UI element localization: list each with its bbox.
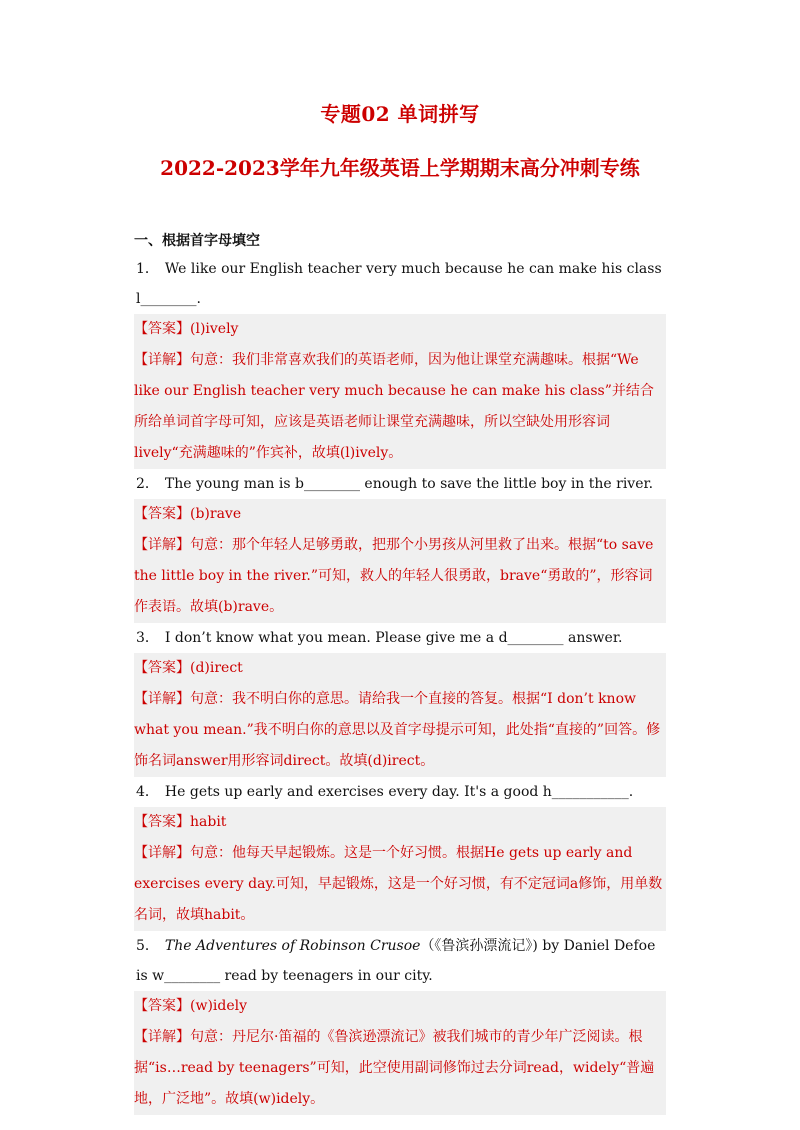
question-number: 1． <box>136 261 159 277</box>
explanation-tag: 【详解】 <box>134 691 190 707</box>
question-text: He gets up early and exercises every day. It's a good h___________. <box>164 784 634 800</box>
question-list <box>134 254 666 1115</box>
answer-value: (d)irect <box>190 660 243 676</box>
explanation-text: 句意：那个年轻人足够勇敢，把那个小男孩从河里救了出来。根据“to save the little boy in the river.”可知，救人的年轻人很勇敢，brave“勇敢的”，形容词作表语。故填(b)rave。 <box>134 537 654 615</box>
question-number: 2． <box>136 476 159 492</box>
answer-block-4 <box>134 807 666 931</box>
question-number: 5． <box>136 938 159 954</box>
answer-tag: 【答案】 <box>134 660 190 676</box>
explanation-text: 句意：他每天早起锻炼。这是一个好习惯。根据He gets up early and exercises every day.可知，早起锻炼，这是一个好习惯，有不定冠词a修饰，用单数名词，故填habit。 <box>134 845 663 923</box>
document-subtitle: 2022-2023学年九年级英语上学期期末高分冲刺专练 <box>160 156 640 180</box>
answer-line <box>134 807 666 838</box>
answer-tag: 【答案】 <box>134 814 190 830</box>
answer-line <box>134 314 666 345</box>
question-text: We like our English teacher very much because he can make his class l________. <box>136 261 662 307</box>
section-heading: 一、根据首字母填空 <box>134 233 260 249</box>
question-2 <box>134 469 666 499</box>
book-title: The Adventures of Robinson Crusoe <box>164 938 421 954</box>
answer-line <box>134 499 666 530</box>
answer-line <box>134 991 666 1022</box>
answer-tag: 【答案】 <box>134 998 190 1014</box>
question-text: The young man is b________ enough to save the little boy in the river. <box>164 476 654 492</box>
question-1 <box>134 254 666 314</box>
answer-block-2 <box>134 499 666 623</box>
explanation-line <box>134 838 666 931</box>
explanation-line <box>134 684 666 777</box>
explanation-tag: 【详解】 <box>134 845 190 861</box>
answer-block-3 <box>134 653 666 777</box>
answer-value: (w)idely <box>190 998 248 1014</box>
question-text: I don’t know what you mean. Please give me a d________ answer. <box>164 630 623 646</box>
explanation-text: 句意：丹尼尔·笛福的《鲁滨逊漂流记》被我们城市的青少年广泛阅读。根据“is…read by teenagers”可知，此空使用副词修饰过去分词read，widely“普遍地，广泛地”。故填(w)idely。 <box>134 1029 655 1107</box>
answer-value: habit <box>190 814 227 830</box>
explanation-text: 句意：我们非常喜欢我们的英语老师，因为他让课堂充满趣味。根据“We like our English teacher very much because he can make his class”并结合所给单词首字母可知，应该是英语老师让课堂充满趣味，所以空缺处用形容词lively“充满趣味的”作宾补，故填(l)ively。 <box>134 352 654 461</box>
answer-tag: 【答案】 <box>134 321 190 337</box>
explanation-line <box>134 530 666 623</box>
explanation-tag: 【详解】 <box>134 1029 190 1045</box>
question-5 <box>134 931 666 991</box>
explanation-line <box>134 1022 666 1115</box>
explanation-line <box>134 345 666 469</box>
question-text: （《鲁滨孙漂流记》) by Daniel Defoe is w________ read by teenagers in our city. <box>136 938 656 984</box>
answer-tag: 【答案】 <box>134 506 190 522</box>
explanation-tag: 【详解】 <box>134 352 190 368</box>
answer-value: (l)ively <box>190 321 239 337</box>
explanation-tag: 【详解】 <box>134 537 190 553</box>
answer-block-5 <box>134 991 666 1115</box>
answer-value: (b)rave <box>190 506 242 522</box>
answer-line <box>134 653 666 684</box>
question-3 <box>134 623 666 653</box>
question-number: 4． <box>136 784 159 800</box>
explanation-text: 句意：我不明白你的意思。请给我一个直接的答复。根据“I don’t know what you mean.”我不明白你的意思以及首字母提示可知，此处指“直接的”回答。修饰名词answer用形容词direct。故填(d)irect。 <box>134 691 661 769</box>
document-title: 专题02 单词拼写 <box>320 102 480 126</box>
answer-block-1 <box>134 314 666 469</box>
question-number: 3． <box>136 630 159 646</box>
question-4 <box>134 777 666 807</box>
